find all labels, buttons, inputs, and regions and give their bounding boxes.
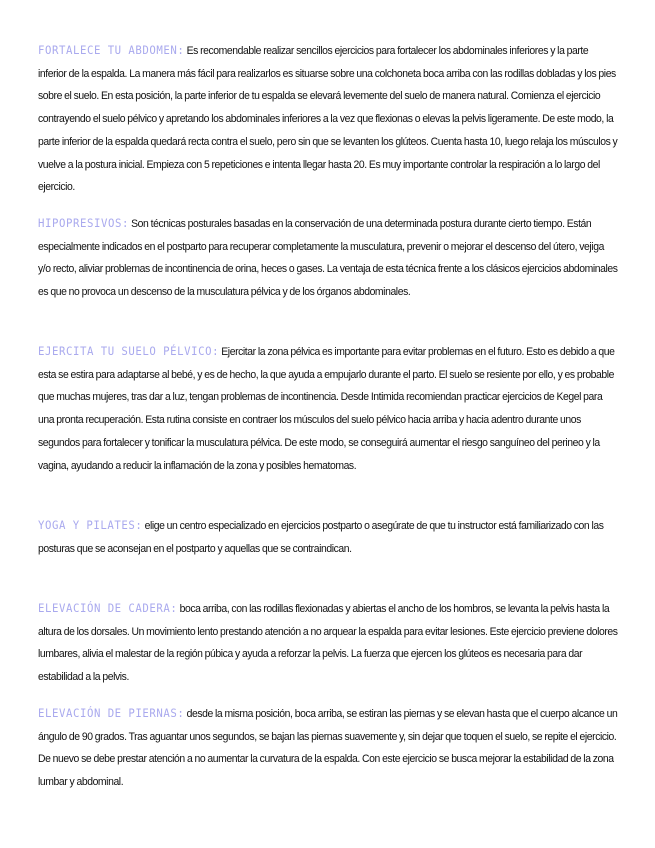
section-elevacion-cadera — [38, 597, 618, 689]
section-heading: ELEVACIÓN DE CADERA: — [38, 601, 178, 615]
section-heading: ELEVACIÓN DE PIERNAS: — [38, 706, 185, 720]
section-text: Ejercitar la zona pélvica es importante para evitar problemas en el futuro. Esto es debido a que esta se estira para adaptarse al bebé, y es de hecho, la que ayuda a empujarlo durante el parto. El suelo se resiente por ello, y es probable que muchas mujeres, tras dar a luz, tengan problemas de incontinencia. Desde Intimida recomiendan practicar ejercicios de Kegel para una pronta recuperación. Esta rutina consiste en contraer los músculos del suelo pélvico hacia arriba y hacia adentro durante unos segundos para fortalecer y tonificar la musculatura pélvica. De este modo, se conseguirá aumentar el riesgo sanguíneo del perineo y la vagina, ayudando a reducir la inflamación de la zona y posibles hematomas. — [38, 346, 615, 472]
section-fortalece-abdomen — [38, 39, 618, 199]
section-heading: EJERCITA TU SUELO PÉLVICO: — [38, 344, 220, 358]
section-text: Es recomendable realizar sencillos ejercicios para fortalecer los abdominales inferiores y la parte inferior de la espalda. La manera más fácil para realizarlos es situarse sobre una colchoneta boca arriba con las rodillas dobladas y los pies sobre el suelo. En esta posición, la parte inferior de tu espalda se elevará levemente del suelo de manera natural. Comienza el ejercicio contrayendo el suelo pélvico y apretando los abdominales inferiores a la vez que flexionas o elevas la pelvis ligeramente. De este modo, la parte inferior de la espalda quedará recta contra el suelo, pero sin que se levanten los glúteos. Cuenta hasta 10, luego relaja los músculos y vuelve a la postura inicial. Empieza con 5 repeticiones e intenta llegar hasta 20. Es muy importante controlar la respiración a lo largo del ejercicio. — [38, 45, 618, 194]
section-suelo-pelvico — [38, 340, 618, 477]
section-yoga-pilates — [38, 514, 618, 560]
section-heading: FORTALECE TU ABDOMEN: — [38, 43, 185, 57]
section-heading: YOGA Y PILATES: — [38, 518, 143, 532]
section-text: desde la misma posición, boca arriba, se estiran las piernas y se elevan hasta que el cuerpo alcance un ángulo de 90 grados. Tras aguantar unos segundos, se bajan las piernas suavemente y, sin dejar que toquen el suelo, se repite el ejercicio. De nuevo se debe prestar atención a no aumentar la curvatura de la espalda. Con este ejercicio se busca mejorar la estabilidad de la zona lumbar y abdominal. — [38, 708, 618, 789]
section-text: elige un centro especializado en ejercicios postparto o asegúrate de que tu instructor está familiarizado con las posturas que se aconsejan en el postparto y aquellas que se contraindican. — [38, 520, 604, 555]
section-heading: HIPOPRESIVOS: — [38, 216, 129, 230]
section-hipopresivos — [38, 212, 618, 304]
section-elevacion-piernas — [38, 702, 618, 794]
section-text: boca arriba, con las rodillas flexionadas y abiertas el ancho de los hombros, se levanta la pelvis hasta la altura de los dorsales. Un movimiento lento prestando atención a no arquear la espalda para evitar lesiones. Este ejercicio previene dolores lumbares, alivia el malestar de la región púbica y ayuda a reforzar la pelvis. La fuerza que ejercen los glúteos es necesaria para dar estabilidad a la pelvis. — [38, 603, 618, 684]
section-text: Son técnicas posturales basadas en la conservación de una determinada postura durante cierto tiempo. Están especialmente indicados en el postparto para recuperar completamente la musculatura, prevenir o mejorar el descenso del útero, vejiga y/o recto, aliviar problemas de incontinencia de orina, heces o gases. La ventaja de esta técnica frente a los clásicos ejercicios abdominales es que no provoca un descenso de la musculatura pélvica y de los órganos abdominales. — [38, 218, 618, 299]
